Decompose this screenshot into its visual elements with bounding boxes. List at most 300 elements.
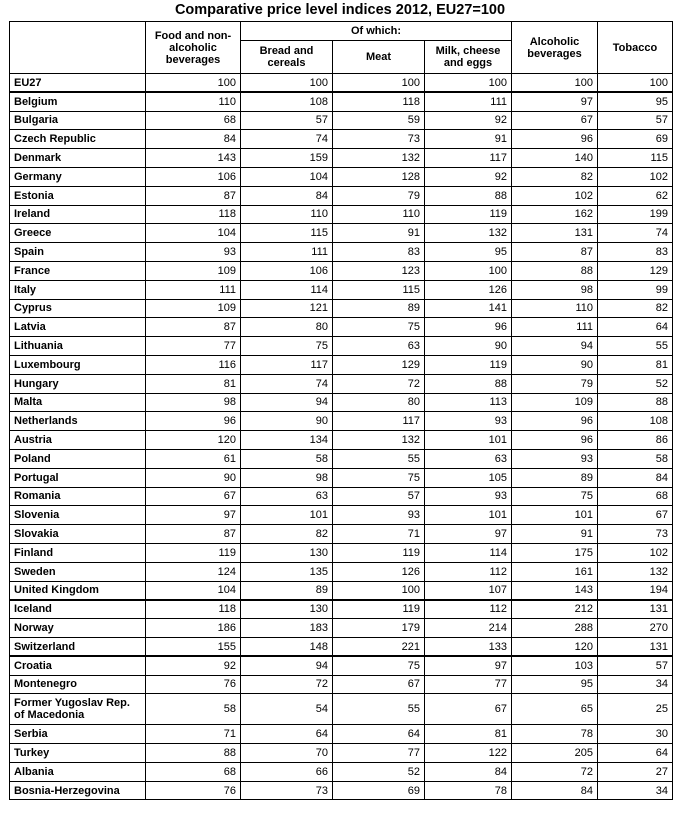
cell-tobacco: 55	[598, 337, 673, 356]
cell-bread: 94	[241, 393, 333, 412]
cell-country: Belgium	[10, 92, 146, 111]
cell-alcoholic: 140	[512, 149, 598, 168]
cell-meat: 132	[333, 149, 425, 168]
table-row	[10, 243, 673, 262]
cell-food: 93	[146, 243, 241, 262]
cell-country: Montenegro	[10, 675, 146, 694]
header-food: Food and non-alcoholic beverages	[146, 22, 241, 74]
cell-milk: 67	[425, 694, 512, 725]
cell-milk: 112	[425, 600, 512, 619]
cell-milk: 214	[425, 619, 512, 638]
cell-country: Slovenia	[10, 506, 146, 525]
cell-food: 68	[146, 111, 241, 130]
cell-tobacco: 64	[598, 744, 673, 763]
cell-bread: 100	[241, 74, 333, 93]
cell-country: Malta	[10, 393, 146, 412]
cell-tobacco: 52	[598, 374, 673, 393]
cell-milk: 81	[425, 725, 512, 744]
table-row	[10, 581, 673, 600]
cell-tobacco: 34	[598, 781, 673, 800]
cell-country: Sweden	[10, 562, 146, 581]
cell-bread: 183	[241, 619, 333, 638]
cell-country: Hungary	[10, 374, 146, 393]
cell-country: Greece	[10, 224, 146, 243]
table-row	[10, 487, 673, 506]
cell-bread: 72	[241, 675, 333, 694]
cell-bread: 104	[241, 167, 333, 186]
cell-alcoholic: 88	[512, 261, 598, 280]
cell-meat: 75	[333, 318, 425, 337]
cell-bread: 84	[241, 186, 333, 205]
cell-bread: 108	[241, 92, 333, 111]
cell-alcoholic: 89	[512, 468, 598, 487]
table-row	[10, 261, 673, 280]
cell-country: Norway	[10, 619, 146, 638]
cell-food: 92	[146, 656, 241, 675]
cell-tobacco: 57	[598, 656, 673, 675]
cell-tobacco: 73	[598, 525, 673, 544]
cell-meat: 72	[333, 374, 425, 393]
cell-bread: 80	[241, 318, 333, 337]
cell-milk: 88	[425, 374, 512, 393]
header-of-which: Of which:	[241, 22, 512, 41]
cell-milk: 92	[425, 111, 512, 130]
cell-tobacco: 99	[598, 280, 673, 299]
cell-tobacco: 132	[598, 562, 673, 581]
cell-tobacco: 67	[598, 506, 673, 525]
cell-milk: 119	[425, 205, 512, 224]
cell-tobacco: 270	[598, 619, 673, 638]
cell-meat: 57	[333, 487, 425, 506]
cell-country: Germany	[10, 167, 146, 186]
cell-country: Austria	[10, 431, 146, 450]
cell-food: 106	[146, 167, 241, 186]
table-row	[10, 619, 673, 638]
cell-meat: 117	[333, 412, 425, 431]
cell-alcoholic: 93	[512, 449, 598, 468]
cell-food: 186	[146, 619, 241, 638]
cell-food: 97	[146, 506, 241, 525]
cell-tobacco: 58	[598, 449, 673, 468]
cell-tobacco: 129	[598, 261, 673, 280]
table-row	[10, 449, 673, 468]
cell-bread: 54	[241, 694, 333, 725]
cell-food: 104	[146, 224, 241, 243]
cell-milk: 126	[425, 280, 512, 299]
cell-milk: 97	[425, 525, 512, 544]
cell-country: Bulgaria	[10, 111, 146, 130]
cell-country: Switzerland	[10, 637, 146, 656]
cell-milk: 77	[425, 675, 512, 694]
cell-country: Bosnia-Herzegovina	[10, 781, 146, 800]
cell-bread: 121	[241, 299, 333, 318]
table-row	[10, 186, 673, 205]
cell-milk: 141	[425, 299, 512, 318]
cell-country: Albania	[10, 762, 146, 781]
cell-country: Finland	[10, 543, 146, 562]
cell-food: 118	[146, 205, 241, 224]
cell-tobacco: 62	[598, 186, 673, 205]
cell-food: 118	[146, 600, 241, 619]
cell-country: EU27	[10, 74, 146, 93]
cell-meat: 69	[333, 781, 425, 800]
cell-country: Lithuania	[10, 337, 146, 356]
table-row	[10, 130, 673, 149]
cell-milk: 91	[425, 130, 512, 149]
cell-milk: 63	[425, 449, 512, 468]
cell-tobacco: 82	[598, 299, 673, 318]
cell-country: Romania	[10, 487, 146, 506]
cell-meat: 100	[333, 581, 425, 600]
cell-tobacco: 34	[598, 675, 673, 694]
cell-food: 116	[146, 355, 241, 374]
cell-tobacco: 102	[598, 543, 673, 562]
cell-alcoholic: 288	[512, 619, 598, 638]
cell-meat: 77	[333, 744, 425, 763]
table-body	[10, 74, 673, 800]
cell-milk: 96	[425, 318, 512, 337]
cell-food: 67	[146, 487, 241, 506]
cell-bread: 74	[241, 130, 333, 149]
cell-country: Croatia	[10, 656, 146, 675]
cell-bread: 75	[241, 337, 333, 356]
cell-bread: 148	[241, 637, 333, 656]
cell-food: 124	[146, 562, 241, 581]
cell-food: 90	[146, 468, 241, 487]
cell-tobacco: 131	[598, 637, 673, 656]
cell-alcoholic: 79	[512, 374, 598, 393]
cell-food: 109	[146, 261, 241, 280]
table-row	[10, 637, 673, 656]
cell-bread: 89	[241, 581, 333, 600]
cell-alcoholic: 95	[512, 675, 598, 694]
cell-milk: 100	[425, 261, 512, 280]
cell-food: 76	[146, 675, 241, 694]
cell-milk: 107	[425, 581, 512, 600]
cell-meat: 55	[333, 694, 425, 725]
cell-bread: 111	[241, 243, 333, 262]
cell-alcoholic: 91	[512, 525, 598, 544]
cell-alcoholic: 96	[512, 130, 598, 149]
cell-meat: 64	[333, 725, 425, 744]
cell-meat: 119	[333, 600, 425, 619]
cell-bread: 90	[241, 412, 333, 431]
cell-milk: 88	[425, 186, 512, 205]
cell-bread: 70	[241, 744, 333, 763]
cell-country: Portugal	[10, 468, 146, 487]
cell-alcoholic: 101	[512, 506, 598, 525]
header-milk: Milk, cheese and eggs	[425, 41, 512, 74]
cell-alcoholic: 162	[512, 205, 598, 224]
cell-alcoholic: 110	[512, 299, 598, 318]
cell-alcoholic: 97	[512, 92, 598, 111]
table-row	[10, 468, 673, 487]
cell-alcoholic: 109	[512, 393, 598, 412]
cell-milk: 117	[425, 149, 512, 168]
cell-country: Spain	[10, 243, 146, 262]
table-row	[10, 600, 673, 619]
cell-tobacco: 88	[598, 393, 673, 412]
cell-meat: 129	[333, 355, 425, 374]
cell-tobacco: 199	[598, 205, 673, 224]
cell-meat: 115	[333, 280, 425, 299]
cell-food: 104	[146, 581, 241, 600]
cell-alcoholic: 111	[512, 318, 598, 337]
cell-alcoholic: 212	[512, 600, 598, 619]
cell-alcoholic: 78	[512, 725, 598, 744]
cell-bread: 115	[241, 224, 333, 243]
table-row	[10, 675, 673, 694]
cell-food: 68	[146, 762, 241, 781]
cell-milk: 133	[425, 637, 512, 656]
table-row	[10, 412, 673, 431]
cell-milk: 113	[425, 393, 512, 412]
cell-food: 111	[146, 280, 241, 299]
table-row	[10, 725, 673, 744]
table-row	[10, 694, 673, 725]
cell-food: 87	[146, 186, 241, 205]
cell-tobacco: 194	[598, 581, 673, 600]
table-row	[10, 781, 673, 800]
table-row	[10, 318, 673, 337]
cell-food: 88	[146, 744, 241, 763]
cell-milk: 93	[425, 487, 512, 506]
cell-bread: 94	[241, 656, 333, 675]
cell-alcoholic: 94	[512, 337, 598, 356]
table-row	[10, 337, 673, 356]
cell-meat: 123	[333, 261, 425, 280]
cell-alcoholic: 82	[512, 167, 598, 186]
table-row	[10, 224, 673, 243]
cell-alcoholic: 96	[512, 431, 598, 450]
cell-food: 119	[146, 543, 241, 562]
cell-tobacco: 57	[598, 111, 673, 130]
cell-milk: 78	[425, 781, 512, 800]
cell-tobacco: 131	[598, 600, 673, 619]
cell-alcoholic: 205	[512, 744, 598, 763]
cell-tobacco: 100	[598, 74, 673, 93]
cell-bread: 74	[241, 374, 333, 393]
cell-meat: 75	[333, 656, 425, 675]
cell-alcoholic: 65	[512, 694, 598, 725]
cell-tobacco: 83	[598, 243, 673, 262]
cell-alcoholic: 72	[512, 762, 598, 781]
cell-milk: 92	[425, 167, 512, 186]
cell-bread: 130	[241, 543, 333, 562]
cell-country: Denmark	[10, 149, 146, 168]
cell-food: 110	[146, 92, 241, 111]
cell-country: Italy	[10, 280, 146, 299]
cell-country: Iceland	[10, 600, 146, 619]
cell-alcoholic: 161	[512, 562, 598, 581]
cell-country: Czech Republic	[10, 130, 146, 149]
cell-tobacco: 25	[598, 694, 673, 725]
cell-milk: 100	[425, 74, 512, 93]
cell-meat: 71	[333, 525, 425, 544]
cell-meat: 100	[333, 74, 425, 93]
table-row	[10, 355, 673, 374]
cell-meat: 75	[333, 468, 425, 487]
cell-milk: 97	[425, 656, 512, 675]
cell-bread: 64	[241, 725, 333, 744]
cell-alcoholic: 75	[512, 487, 598, 506]
cell-country: United Kingdom	[10, 581, 146, 600]
table-row	[10, 744, 673, 763]
cell-bread: 159	[241, 149, 333, 168]
cell-country: Estonia	[10, 186, 146, 205]
cell-country: Poland	[10, 449, 146, 468]
cell-bread: 134	[241, 431, 333, 450]
cell-milk: 84	[425, 762, 512, 781]
cell-country: Netherlands	[10, 412, 146, 431]
cell-tobacco: 30	[598, 725, 673, 744]
cell-alcoholic: 67	[512, 111, 598, 130]
cell-bread: 135	[241, 562, 333, 581]
cell-bread: 63	[241, 487, 333, 506]
cell-food: 61	[146, 449, 241, 468]
cell-milk: 93	[425, 412, 512, 431]
table-row	[10, 74, 673, 93]
cell-food: 77	[146, 337, 241, 356]
header-meat: Meat	[333, 41, 425, 74]
cell-milk: 95	[425, 243, 512, 262]
cell-bread: 101	[241, 506, 333, 525]
cell-meat: 83	[333, 243, 425, 262]
cell-milk: 90	[425, 337, 512, 356]
cell-alcoholic: 103	[512, 656, 598, 675]
cell-meat: 126	[333, 562, 425, 581]
table-row	[10, 167, 673, 186]
cell-alcoholic: 131	[512, 224, 598, 243]
cell-meat: 179	[333, 619, 425, 638]
cell-meat: 132	[333, 431, 425, 450]
cell-country: Latvia	[10, 318, 146, 337]
cell-meat: 80	[333, 393, 425, 412]
cell-meat: 89	[333, 299, 425, 318]
cell-tobacco: 64	[598, 318, 673, 337]
table-row	[10, 280, 673, 299]
cell-milk: 105	[425, 468, 512, 487]
cell-alcoholic: 120	[512, 637, 598, 656]
header-tobacco: Tobacco	[598, 22, 673, 74]
cell-tobacco: 84	[598, 468, 673, 487]
cell-meat: 52	[333, 762, 425, 781]
cell-country: France	[10, 261, 146, 280]
cell-country: Cyprus	[10, 299, 146, 318]
table-row	[10, 431, 673, 450]
header-bread: Bread and cereals	[241, 41, 333, 74]
cell-bread: 58	[241, 449, 333, 468]
cell-country: Turkey	[10, 744, 146, 763]
cell-milk: 111	[425, 92, 512, 111]
cell-milk: 122	[425, 744, 512, 763]
table-row	[10, 656, 673, 675]
cell-alcoholic: 102	[512, 186, 598, 205]
cell-bread: 117	[241, 355, 333, 374]
table-row	[10, 506, 673, 525]
cell-country: Serbia	[10, 725, 146, 744]
cell-food: 58	[146, 694, 241, 725]
cell-food: 143	[146, 149, 241, 168]
cell-tobacco: 27	[598, 762, 673, 781]
table-row	[10, 149, 673, 168]
cell-meat: 63	[333, 337, 425, 356]
cell-alcoholic: 96	[512, 412, 598, 431]
cell-alcoholic: 175	[512, 543, 598, 562]
cell-bread: 114	[241, 280, 333, 299]
table-title: Comparative price level indices 2012, EU27=100	[174, 2, 506, 18]
cell-alcoholic: 98	[512, 280, 598, 299]
cell-food: 120	[146, 431, 241, 450]
cell-tobacco: 68	[598, 487, 673, 506]
table-row	[10, 393, 673, 412]
cell-meat: 59	[333, 111, 425, 130]
header-alcoholic: Alcoholic beverages	[512, 22, 598, 74]
cell-tobacco: 115	[598, 149, 673, 168]
table-row	[10, 374, 673, 393]
cell-food: 155	[146, 637, 241, 656]
cell-alcoholic: 84	[512, 781, 598, 800]
cell-country: Ireland	[10, 205, 146, 224]
cell-milk: 101	[425, 506, 512, 525]
table-row	[10, 762, 673, 781]
cell-meat: 221	[333, 637, 425, 656]
price-level-table	[9, 21, 673, 800]
cell-milk: 132	[425, 224, 512, 243]
cell-bread: 130	[241, 600, 333, 619]
cell-food: 96	[146, 412, 241, 431]
cell-bread: 57	[241, 111, 333, 130]
cell-bread: 106	[241, 261, 333, 280]
table-row	[10, 205, 673, 224]
cell-tobacco: 108	[598, 412, 673, 431]
cell-meat: 73	[333, 130, 425, 149]
cell-milk: 112	[425, 562, 512, 581]
cell-meat: 55	[333, 449, 425, 468]
cell-meat: 128	[333, 167, 425, 186]
table-row	[10, 562, 673, 581]
cell-meat: 118	[333, 92, 425, 111]
cell-food: 100	[146, 74, 241, 93]
cell-meat: 67	[333, 675, 425, 694]
cell-meat: 79	[333, 186, 425, 205]
cell-bread: 66	[241, 762, 333, 781]
cell-country: Former Yugoslav Rep. of Macedonia	[10, 694, 146, 725]
cell-bread: 98	[241, 468, 333, 487]
cell-tobacco: 102	[598, 167, 673, 186]
cell-food: 71	[146, 725, 241, 744]
cell-milk: 119	[425, 355, 512, 374]
cell-meat: 119	[333, 543, 425, 562]
cell-tobacco: 81	[598, 355, 673, 374]
cell-tobacco: 86	[598, 431, 673, 450]
table-row	[10, 299, 673, 318]
cell-tobacco: 74	[598, 224, 673, 243]
cell-food: 87	[146, 525, 241, 544]
cell-tobacco: 95	[598, 92, 673, 111]
cell-country: Luxembourg	[10, 355, 146, 374]
cell-meat: 110	[333, 205, 425, 224]
cell-milk: 101	[425, 431, 512, 450]
table-row	[10, 525, 673, 544]
cell-meat: 91	[333, 224, 425, 243]
cell-bread: 73	[241, 781, 333, 800]
cell-food: 98	[146, 393, 241, 412]
table-row	[10, 92, 673, 111]
cell-food: 81	[146, 374, 241, 393]
cell-bread: 82	[241, 525, 333, 544]
cell-tobacco: 69	[598, 130, 673, 149]
